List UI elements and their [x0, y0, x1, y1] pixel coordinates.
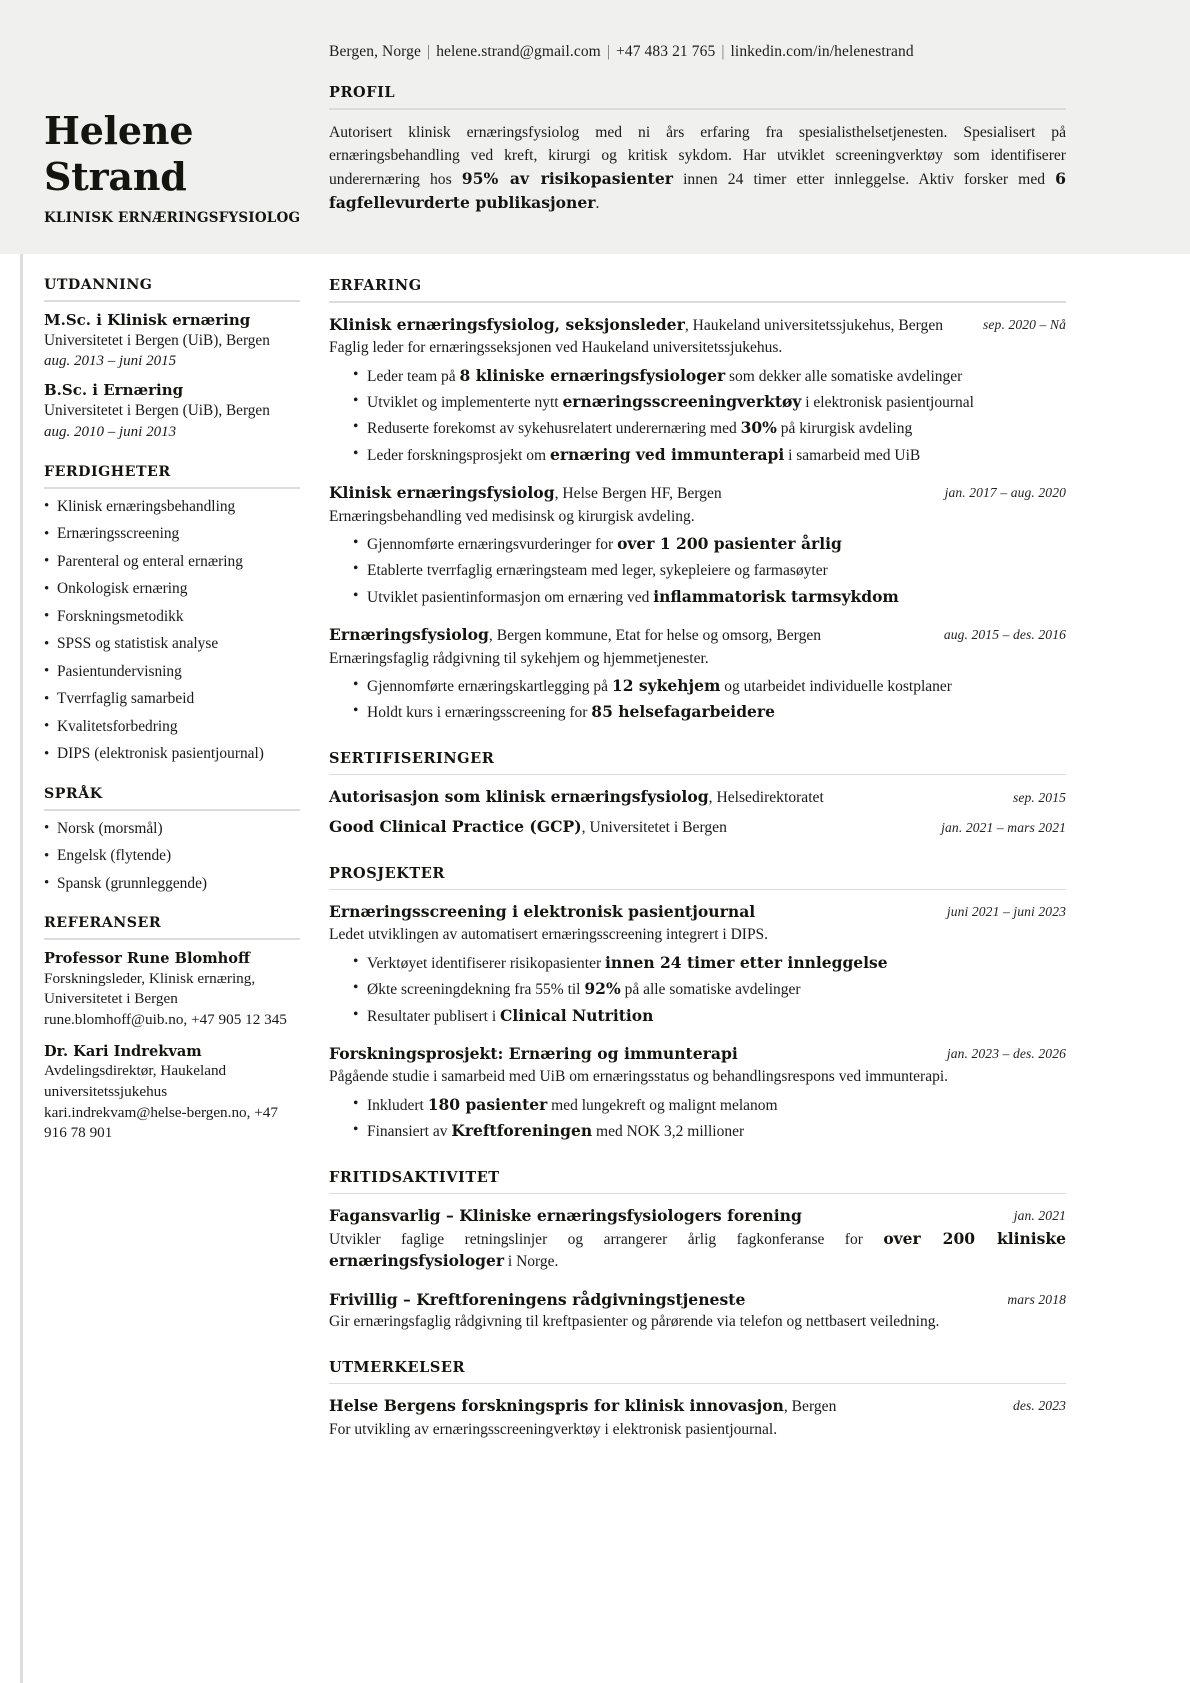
certification-title: Autorisasjon som klinisk ernæringsfysiolog	[329, 787, 709, 807]
education-section	[44, 277, 300, 442]
reference-item	[44, 949, 300, 1031]
volunteering-date: jan. 2021	[1013, 1208, 1066, 1224]
contact-line	[329, 43, 914, 61]
profile-text-3: .	[595, 195, 600, 213]
contact-location: Bergen, Norge	[329, 43, 421, 60]
list-item	[353, 1095, 1066, 1116]
education-rule	[44, 300, 300, 302]
education-date: aug. 2010 – juni 2013	[44, 423, 177, 440]
bullet-pre: Finansiert av	[367, 1123, 452, 1141]
experience-heading: ERFARING	[329, 277, 422, 294]
list-item: • Engelsk (flytende)	[44, 847, 300, 865]
education-school: Universitetet i Bergen (UiB), Bergen	[44, 331, 270, 349]
certification-org: , Helsedirektoratet	[708, 789, 824, 807]
experience-entry	[329, 314, 1066, 466]
certifications-section	[329, 750, 1066, 839]
certifications-heading: SERTIFISERINGER	[329, 749, 495, 767]
education-degree: M.Sc. i Klinisk ernæring	[44, 311, 251, 329]
section-spacer	[329, 1143, 1066, 1169]
experience-entry-head	[329, 482, 1066, 504]
award-org: , Bergen	[783, 1398, 837, 1416]
sidebar-column	[44, 277, 300, 1144]
skills-list	[44, 498, 300, 764]
list-item: • DIPS (elektronisk pasientjournal)	[44, 745, 300, 763]
list-item	[353, 1006, 1066, 1027]
experience-org: , Haukeland universitetssjukehus, Bergen	[684, 317, 944, 334]
education-degree: B.Sc. i Ernæring	[44, 381, 184, 400]
skills-rule	[44, 487, 300, 489]
volunteering-rule	[329, 1193, 1066, 1195]
profile-bold-1: 95% av risikopasienter	[461, 169, 673, 189]
bullet-post: i elektronisk pasientjournal	[801, 394, 974, 412]
bullet-bold: 8 kliniske ernæringsfysiologer	[459, 365, 726, 385]
project-entry	[329, 901, 1066, 1027]
award-entry	[329, 1395, 1066, 1440]
list-item	[353, 418, 1066, 439]
certifications-rule	[329, 774, 1066, 776]
bullet-bold: 180 pasienter	[427, 1094, 548, 1114]
experience-title: Ernæringsfysiolog	[329, 625, 489, 645]
bullet-bold: inflammatorisk tarmsykdom	[653, 586, 899, 606]
bullet-bold: innen 24 timer etter innleggelse	[605, 952, 888, 972]
list-item	[353, 1121, 1066, 1142]
bullet-bold: 12 sykehjem	[611, 675, 721, 695]
volunteering-text-pre: Gir ernæringsfaglig rådgivning til kreftpasienter og pårørende via telefon og nettbasert veiledning.	[329, 1313, 940, 1331]
project-summary: Ledet utviklingen av automatisert ernæringsscreening integrert i DIPS.	[329, 926, 769, 944]
list-item	[353, 366, 1066, 387]
experience-bullets	[329, 534, 1066, 608]
list-item	[353, 445, 1066, 466]
list-item: • Ernæringsscreening	[44, 525, 300, 543]
volunteering-date: mars 2018	[1007, 1291, 1066, 1307]
award-date: des. 2023	[1012, 1398, 1066, 1414]
bullet-post: på alle somatiske avdelinger	[620, 981, 801, 999]
education-date: aug. 2013 – juni 2015	[44, 353, 177, 370]
list-item	[353, 587, 1066, 608]
education-heading: UTDANNING	[44, 277, 153, 293]
bullet-bold: Kreftforeningen	[451, 1121, 593, 1141]
bullet-pre: Etablerte tverrfaglig ernæringsteam med leger, sykepleiere og farmasøyter	[367, 562, 828, 580]
experience-section	[329, 277, 1066, 724]
list-item: • Norsk (morsmål)	[44, 820, 300, 838]
contact-linkedin[interactable]: linkedin.com/in/helenestrand	[730, 43, 914, 60]
job-title: KLINISK ERNÆRINGSFYSIOLOG	[44, 209, 301, 226]
profile-section	[329, 84, 1066, 215]
section-spacer	[329, 839, 1066, 865]
list-item: • Parenteral og enteral ernæring	[44, 553, 300, 571]
bullet-pre: Reduserte forekomst av sykehusrelatert underernæring med	[367, 420, 741, 438]
bullet-bold: 85 helsefagarbeidere	[591, 702, 775, 722]
bullet-pre: Resultater publisert i	[367, 1007, 501, 1025]
experience-bullets	[329, 676, 1066, 724]
bullet-pre: Holdt kurs i ernæringsscreening for	[367, 704, 592, 722]
experience-entry	[329, 624, 1066, 723]
project-entry	[329, 1043, 1066, 1142]
profile-heading: PROFIL	[329, 84, 396, 101]
list-item: • Kvalitetsforbedring	[44, 718, 300, 736]
project-title: Ernæringsscreening i elektronisk pasientjournal	[329, 902, 756, 922]
bullet-post: med lungekreft og malignt melanom	[547, 1096, 778, 1114]
award-entry-head	[329, 1395, 1066, 1417]
contact-separator: |	[606, 43, 611, 60]
project-title: Forskningsprosjekt: Ernæring og immunterapi	[329, 1044, 738, 1064]
project-date: jan. 2023 – des. 2026	[946, 1046, 1066, 1062]
education-item	[44, 381, 300, 441]
bullet-pre: Leder team på	[367, 367, 460, 385]
contact-separator: |	[426, 43, 431, 60]
volunteering-entry	[329, 1205, 1066, 1273]
profile-text-2: innen 24 timer etter innleggelse. Aktiv forsker med	[673, 171, 1056, 189]
skills-section	[44, 464, 300, 764]
certification-date: sep. 2015	[1012, 790, 1066, 806]
project-date: juni 2021 – juni 2023	[946, 904, 1066, 920]
certification-title: Good Clinical Practice (GCP)	[329, 816, 582, 836]
list-item: • Forskningsmetodikk	[44, 608, 300, 626]
experience-entry	[329, 482, 1066, 608]
volunteering-title-line	[329, 1205, 1066, 1227]
list-item: • Tverrfaglig samarbeid	[44, 690, 300, 708]
experience-entry-head	[329, 314, 1066, 336]
references-section	[44, 915, 300, 1144]
list-item	[353, 702, 1066, 723]
reference-role: Avdelingsdirektør, Haukeland universitetssjukehus	[44, 1062, 227, 1101]
bullet-post: på kirurgisk avdeling	[776, 420, 913, 438]
certification-date: jan. 2021 – mars 2021	[941, 819, 1066, 835]
bullet-post: som dekker alle somatiske avdelinger	[725, 367, 963, 385]
reference-role: Forskningsleder, Klinisk ernæring, Universitetet i Bergen	[44, 969, 256, 1008]
awards-rule	[329, 1383, 1066, 1385]
reference-contact: rune.blomhoff@uib.no, +47 905 12 345	[44, 1011, 287, 1029]
volunteering-title: Fagansvarlig – Kliniske ernæringsfysiologers forening	[329, 1206, 802, 1226]
volunteering-text-post: i Norge.	[504, 1253, 559, 1271]
list-item	[353, 676, 1066, 697]
bullet-bold: Clinical Nutrition	[500, 1005, 654, 1025]
list-item: • Klinisk ernæringsbehandling	[44, 498, 300, 516]
list-item	[353, 560, 1066, 581]
certification-item	[329, 816, 1066, 839]
experience-date: aug. 2015 – des. 2016	[943, 627, 1066, 643]
profile-rule	[329, 108, 1066, 110]
references-heading: REFERANSER	[44, 915, 162, 932]
experience-title: Klinisk ernæringsfysiolog, seksjonsleder	[329, 315, 685, 334]
reference-item	[44, 1042, 300, 1144]
experience-summary: Ernæringsbehandling ved medisinsk og kirurgisk avdeling.	[329, 507, 695, 525]
experience-entry-title-line	[329, 314, 1066, 336]
volunteering-text	[329, 1228, 1066, 1273]
experience-title: Klinisk ernæringsfysiolog	[329, 483, 555, 503]
education-school: Universitetet i Bergen (UiB), Bergen	[44, 402, 270, 420]
references-rule	[44, 938, 300, 940]
languages-section	[44, 786, 300, 893]
list-item	[353, 953, 1066, 974]
award-summary: For utvikling av ernæringsscreeningverktøy i elektronisk pasientjournal.	[329, 1420, 778, 1438]
project-bullets	[329, 953, 1066, 1027]
bullet-post: med NOK 3,2 millioner	[592, 1123, 745, 1141]
languages-list	[44, 820, 300, 893]
volunteering-section	[329, 1169, 1066, 1333]
reference-contact: kari.indrekvam@helse-bergen.no, +47 916 78 901	[44, 1103, 278, 1142]
bullet-pre: Gjennomførte ernæringsvurderinger for	[367, 535, 618, 553]
volunteering-entry-head	[329, 1289, 1066, 1311]
experience-date: sep. 2020 – Nå	[983, 317, 1066, 332]
skills-heading: FERDIGHETER	[44, 463, 171, 480]
list-item: • Pasientundervisning	[44, 663, 300, 681]
profile-text-1: Autorisert klinisk ernæringsfysiolog med ni års erfaring fra spesialisthelsetjenesten. Spesialisert på ernæringsbehandling ved kreft, kirurgi og kritisk sykdom. Har utviklet screeningverktøy som identifiserer underernæring hos	[329, 124, 1066, 189]
experience-summary: Faglig leder for ernæringsseksjonen ved Haukeland universitetssjukehus.	[329, 339, 783, 357]
list-item: • Spansk (grunnleggende)	[44, 875, 300, 893]
experience-date: jan. 2017 – aug. 2020	[944, 485, 1066, 501]
contact-email[interactable]: helene.strand@gmail.com	[436, 43, 601, 60]
experience-org: , Helse Bergen HF, Bergen	[554, 485, 722, 503]
section-spacer	[329, 724, 1066, 750]
project-bullets	[329, 1095, 1066, 1143]
contact-phone[interactable]: +47 483 21 765	[616, 43, 716, 60]
bullet-pre: Økte screeningdekning fra 55% til	[367, 981, 585, 999]
bullet-bold: ernæringsscreeningverktøy	[562, 392, 802, 412]
award-title-line	[329, 1395, 1066, 1417]
awards-section	[329, 1359, 1066, 1440]
volunteering-text-bold: over 200 kliniske ernæringsfysiologer	[329, 1228, 1066, 1271]
sidebar-divider-rule	[20, 254, 23, 1683]
section-spacer	[329, 1333, 1066, 1359]
bullet-pre: Verktøyet identifiserer risikopasienter	[367, 954, 606, 972]
name-block	[44, 108, 314, 226]
education-item	[44, 311, 300, 371]
awards-heading: UTMERKELSER	[329, 1358, 466, 1376]
first-name: Helene	[44, 108, 194, 153]
bullet-pre: Leder forskningsprosjekt om	[367, 446, 550, 464]
contact-separator: |	[721, 43, 725, 60]
reference-name: Dr. Kari Indrekvam	[44, 1042, 202, 1060]
award-title: Helse Bergens forskningspris for klinisk innovasjon	[329, 1396, 784, 1416]
profile-text	[329, 121, 1066, 215]
volunteering-title: Frivillig – Kreftforeningens rådgivningstjeneste	[329, 1289, 746, 1309]
volunteering-title-line	[329, 1289, 1066, 1311]
project-summary: Pågående studie i samarbeid med UiB om ernæringsstatus og behandlingsrespons ved immunterapi.	[329, 1068, 949, 1086]
certification-org: , Universitetet i Bergen	[581, 818, 727, 836]
volunteering-entry-head	[329, 1205, 1066, 1227]
bullet-bold: 92%	[584, 979, 621, 999]
bullet-pre: Inkludert	[367, 1096, 428, 1114]
certification-item	[329, 786, 1066, 809]
projects-heading: PROSJEKTER	[329, 864, 445, 882]
volunteering-text	[329, 1311, 1066, 1333]
experience-rule	[329, 301, 1066, 303]
project-entry-head	[329, 901, 1066, 923]
volunteering-entry	[329, 1289, 1066, 1333]
main-column	[329, 277, 1066, 1440]
experience-bullets	[329, 366, 1066, 467]
list-item	[353, 392, 1066, 413]
list-item: • Onkologisk ernæring	[44, 580, 300, 598]
languages-rule	[44, 809, 300, 811]
experience-summary: Ernæringsfaglig rådgivning til sykehjem og hjemmetjenester.	[329, 649, 709, 667]
project-entry-head	[329, 1043, 1066, 1065]
bullet-pre: Utviklet pasientinformasjon om ernæring ved	[367, 588, 654, 606]
profile-bold-2: 6 fagfellevurderte publikasjoner	[329, 169, 1066, 213]
projects-rule	[329, 889, 1066, 891]
bullet-bold: 30%	[740, 418, 777, 438]
last-name: Strand	[44, 154, 187, 200]
bullet-post: og utarbeidet individuelle kostplaner	[720, 677, 952, 695]
list-item	[353, 534, 1066, 555]
bullet-pre: Gjennomførte ernæringskartlegging på	[367, 677, 612, 695]
projects-section	[329, 865, 1066, 1143]
bullet-post: i samarbeid med UiB	[784, 446, 921, 464]
reference-name: Professor Rune Blomhoff	[44, 950, 250, 968]
list-item	[353, 979, 1066, 1000]
languages-heading: SPRÅK	[44, 785, 103, 802]
list-item: • SPSS og statistisk analyse	[44, 635, 300, 653]
volunteering-text-pre: Utvikler faglige retningslinjer og arrangerer årlig fagkonferanse for	[329, 1230, 884, 1248]
volunteering-heading: FRITIDSAKTIVITET	[329, 1168, 500, 1186]
bullet-bold: ernæring ved immunterapi	[549, 444, 785, 464]
bullet-bold: over 1 200 pasienter årlig	[617, 533, 842, 553]
experience-org: , Bergen kommune, Etat for helse og omsorg, Bergen	[488, 627, 822, 645]
experience-entry-head	[329, 624, 1066, 646]
bullet-pre: Utviklet og implementerte nytt	[367, 394, 563, 412]
certification-title-line	[329, 786, 1066, 809]
